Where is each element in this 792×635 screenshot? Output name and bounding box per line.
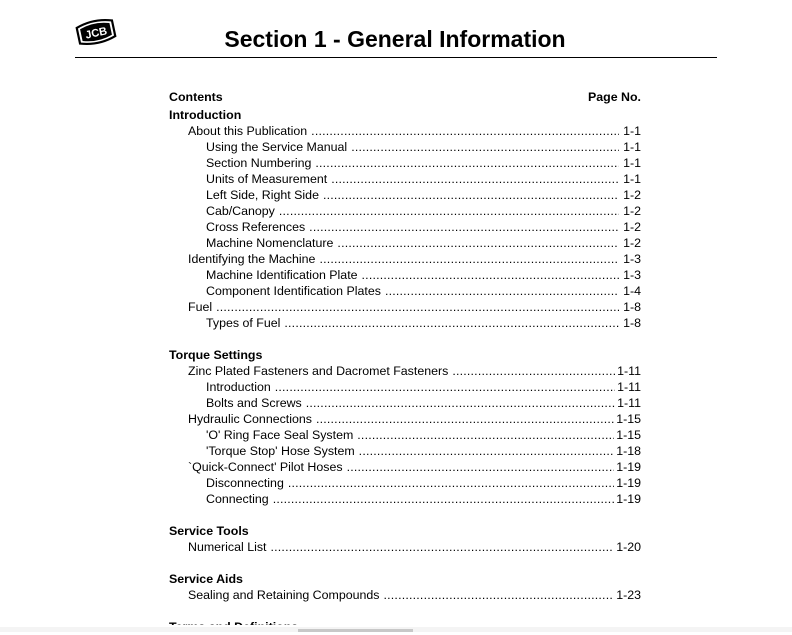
toc-entry-label: `Quick-Connect' Pilot Hoses — [188, 460, 343, 474]
table-of-contents — [169, 89, 641, 619]
toc-page-number: 1-1 — [623, 172, 641, 186]
toc-entry[interactable] — [169, 123, 641, 139]
dot-leader — [347, 459, 615, 475]
toc-entry[interactable] — [169, 395, 641, 411]
toc-page-number: 1-8 — [623, 300, 641, 314]
toc-page-number: 1-2 — [623, 204, 641, 218]
toc-entry[interactable] — [169, 203, 641, 219]
section-gap — [169, 331, 641, 347]
dot-leader — [316, 411, 614, 427]
contents-label: Contents — [169, 90, 223, 104]
toc-entry-label: Service Tools — [169, 524, 249, 538]
toc-entry[interactable] — [169, 299, 641, 315]
toc-entry[interactable] — [169, 587, 641, 603]
toc-entry-label: Torque Settings — [169, 348, 263, 362]
dot-leader — [311, 123, 619, 139]
toc-entry[interactable] — [169, 459, 641, 475]
toc-entry-label: Machine Identification Plate — [206, 268, 358, 282]
toc-entry[interactable] — [169, 475, 641, 491]
section-gap — [169, 555, 641, 571]
dot-leader — [337, 235, 619, 251]
toc-entry[interactable] — [169, 251, 641, 267]
toc-entry-label: Section Numbering — [206, 156, 312, 170]
dot-leader — [323, 187, 619, 203]
toc-entry-label: Using the Service Manual — [206, 140, 348, 154]
toc-entry[interactable] — [169, 267, 641, 283]
toc-entry[interactable] — [169, 283, 641, 299]
toc-entry-label: Machine Nomenclature — [206, 236, 334, 250]
dot-leader — [273, 491, 615, 507]
toc-page-number: 1-11 — [617, 380, 641, 394]
toc-entry[interactable] — [169, 315, 641, 331]
toc-entry[interactable] — [169, 219, 641, 235]
toc-entry[interactable] — [169, 411, 641, 427]
dot-leader — [271, 539, 615, 555]
toc-entry-label: 'Torque Stop' Hose System — [206, 444, 355, 458]
toc-entry[interactable] — [169, 187, 641, 203]
toc-entry-label: Bolts and Screws — [206, 396, 302, 410]
toc-page-number: 1-20 — [616, 540, 641, 554]
dot-leader — [309, 219, 619, 235]
toc-entry-label: Introduction — [206, 380, 271, 394]
toc-page-number: 1-15 — [616, 412, 641, 426]
toc-entry-label: Numerical List — [188, 540, 267, 554]
toc-entry[interactable] — [169, 235, 641, 251]
dot-leader — [284, 315, 619, 331]
toc-entry-label: Types of Fuel — [206, 316, 281, 330]
toc-page-number: 1-4 — [623, 284, 641, 298]
dot-leader — [351, 139, 619, 155]
toc-entry-label: Identifying the Machine — [188, 252, 316, 266]
toc-page-number: 1-11 — [617, 396, 641, 410]
toc-header — [169, 89, 641, 107]
toc-entry-label: Introduction — [169, 108, 242, 122]
toc-page-number: 1-3 — [623, 252, 641, 266]
toc-entry-label: Service Aids — [169, 572, 243, 586]
toc-entry[interactable] — [169, 379, 641, 395]
toc-section-heading — [169, 107, 641, 123]
toc-entry[interactable] — [169, 363, 641, 379]
toc-page-number: 1-19 — [616, 460, 641, 474]
toc-entry[interactable] — [169, 491, 641, 507]
dot-leader — [331, 171, 619, 187]
toc-entry[interactable] — [169, 171, 641, 187]
toc-page-number: 1-1 — [623, 124, 641, 138]
toc-page-number: 1-19 — [616, 476, 641, 490]
dot-leader — [306, 395, 615, 411]
toc-page-number: 1-11 — [617, 364, 641, 378]
toc-rows — [169, 107, 641, 619]
dot-leader — [359, 443, 615, 459]
toc-entry-label: Connecting — [206, 492, 269, 506]
toc-entry-label: Units of Measurement — [206, 172, 328, 186]
page-no-label: Page No. — [587, 90, 641, 104]
toc-page-number: 1-3 — [623, 268, 641, 282]
toc-section-heading — [169, 571, 641, 587]
dot-leader — [362, 267, 619, 283]
dot-leader — [452, 363, 615, 379]
section-gap — [169, 603, 641, 619]
toc-section-heading — [169, 347, 641, 363]
toc-entry-label: 'O' Ring Face Seal System — [206, 428, 354, 442]
toc-page-number: 1-15 — [616, 428, 641, 442]
toc-entry[interactable] — [169, 539, 641, 555]
toc-entry-label: Hydraulic Connections — [188, 412, 312, 426]
dot-leader — [275, 379, 615, 395]
toc-section-heading — [169, 523, 641, 539]
toc-page-number: 1-2 — [623, 220, 641, 234]
dot-leader — [319, 251, 619, 267]
toc-page-number: 1-2 — [623, 236, 641, 250]
toc-page-number: 1-23 — [616, 588, 641, 602]
dot-leader — [357, 427, 614, 443]
toc-entry-label: Disconnecting — [206, 476, 284, 490]
toc-entry-label: Zinc Plated Fasteners and Dacromet Fasteners — [188, 364, 449, 378]
toc-entry[interactable] — [169, 427, 641, 443]
toc-entry[interactable] — [169, 139, 641, 155]
toc-entry-label: Left Side, Right Side — [206, 188, 319, 202]
dot-leader — [216, 299, 619, 315]
toc-page-number: 1-1 — [623, 156, 641, 170]
toc-entry[interactable] — [169, 443, 641, 459]
toc-page-number: 1-2 — [623, 188, 641, 202]
toc-page-number: 1-19 — [616, 492, 641, 506]
toc-entry-label: About this Publication — [188, 124, 308, 138]
dot-leader — [315, 155, 619, 171]
toc-entry-label: Cross References — [206, 220, 306, 234]
toc-entry[interactable] — [169, 155, 641, 171]
toc-entry-label: Sealing and Retaining Compounds — [188, 588, 380, 602]
page-title: Section 1 - General Information — [224, 26, 566, 52]
dot-leader — [384, 587, 615, 603]
dot-leader — [385, 283, 619, 299]
dot-leader — [279, 203, 619, 219]
dot-leader — [288, 475, 614, 491]
toc-page-number: 1-1 — [623, 140, 641, 154]
title-rule — [75, 57, 717, 58]
toc-entry-label: Component Identification Plates — [206, 284, 381, 298]
toc-page-number: 1-18 — [616, 444, 641, 458]
toc-page-number: 1-8 — [623, 316, 641, 330]
section-gap — [169, 507, 641, 523]
logo-text: JCB — [84, 25, 109, 42]
toc-entry-label: Fuel — [188, 300, 213, 314]
toc-entry-label: Cab/Canopy — [206, 204, 275, 218]
